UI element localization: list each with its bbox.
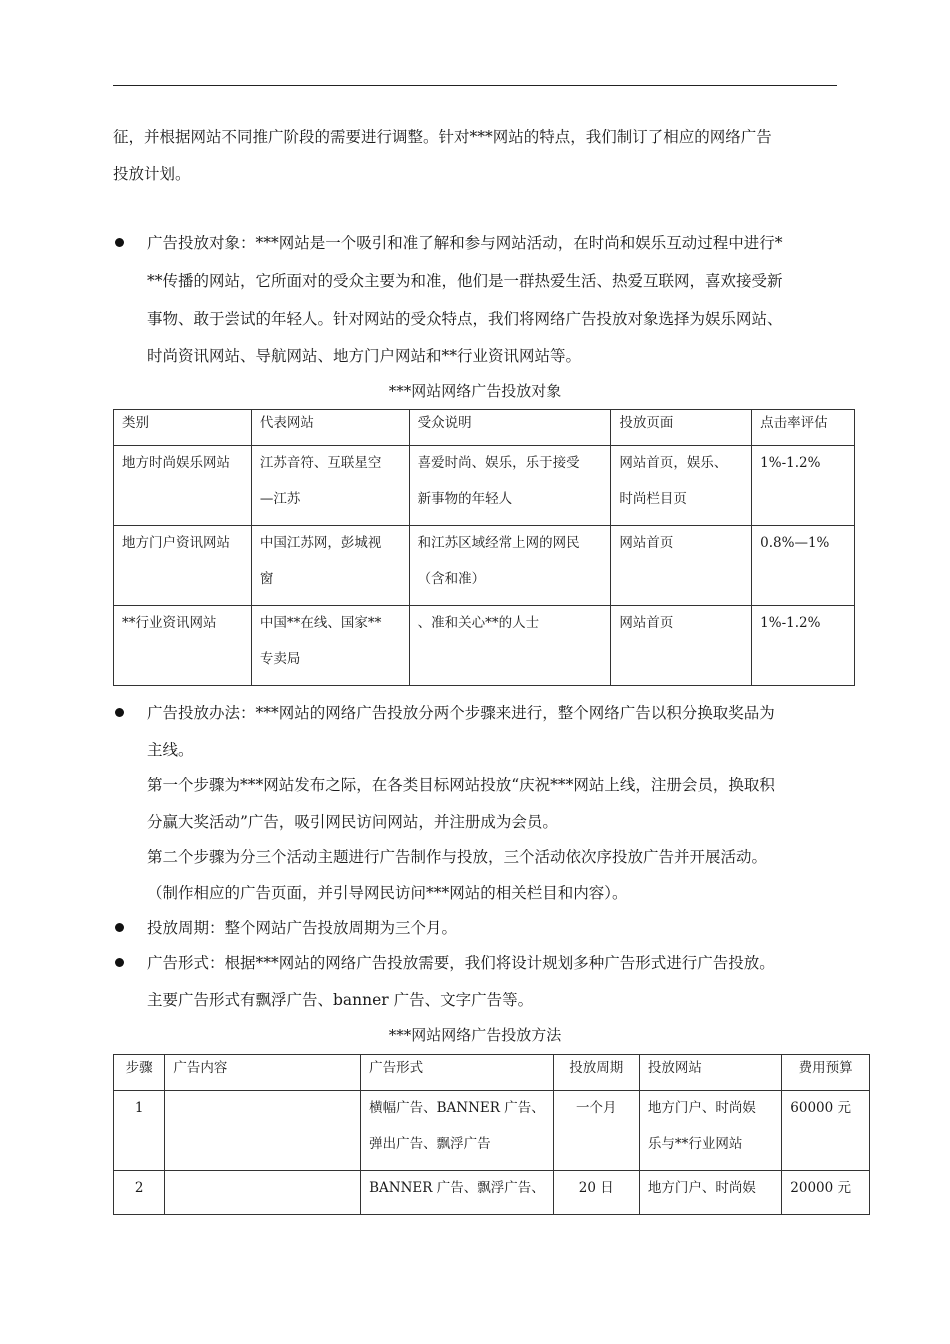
cell-text: 1: [134, 1100, 144, 1116]
table-header-cell: 步骤: [114, 1055, 165, 1091]
form-line-2: 主要广告形式有飘浮广告、banner 广告、文字广告等。: [147, 991, 534, 1009]
cell-text: 新事物的年轻人: [417, 491, 513, 507]
cell-text: 弹出广告、飘浮广告: [369, 1136, 491, 1152]
table1-caption: ***网站网络广告投放对象: [388, 382, 562, 400]
table-header-cell: 投放网站: [639, 1055, 781, 1091]
header-rule: [113, 85, 837, 86]
cell-text: 网站首页: [619, 615, 674, 631]
method-line-5: 第二个步骤为分三个活动主题进行广告制作与投放，三个活动依次序投放广告并开展活动。: [147, 848, 768, 866]
table-row: [114, 526, 855, 606]
cell-text: 地方门户、时尚娱: [647, 1180, 756, 1196]
form-line-1: 广告形式：根据***网站的网络广告投放需要，我们将设计规划多种广告形式进行广告投放。: [147, 954, 775, 972]
table-row: [114, 1171, 870, 1215]
target-line-2: **传播的网站，它所面对的受众主要为和准，他们是一群热爱生活、热爱互联网，喜欢接受新: [147, 272, 783, 290]
table-header-cell: 广告内容: [165, 1055, 361, 1091]
cell-text: 20 日: [578, 1180, 614, 1196]
cell-text: 窗: [259, 571, 274, 587]
target-line-3: 事物、敢于尝试的年轻人。针对网站的受众特点，我们将网络广告投放对象选择为娱乐网站、: [147, 310, 783, 328]
table-header-cell: 受众说明: [409, 410, 611, 446]
table-row: [114, 446, 855, 526]
cell-text: 20000 元: [790, 1180, 852, 1196]
intro-line-2: 投放计划。: [113, 165, 191, 183]
table-header-cell: 费用预算: [782, 1055, 870, 1091]
cell-text: 时尚栏目页: [619, 491, 687, 507]
cell-text: 江苏音符、互联星空: [259, 455, 382, 471]
ad-target-table: [113, 409, 855, 686]
period-line: 投放周期：整个网站广告投放周期为三个月。: [147, 919, 458, 937]
table-header-cell: 点击率评估: [752, 410, 855, 446]
table-row: [114, 606, 855, 686]
cell-text: 2: [134, 1180, 144, 1196]
cell-text: [173, 1098, 352, 1134]
table-row: [114, 1091, 870, 1171]
cell-text: [173, 1178, 352, 1214]
method-line-2: 主线。: [147, 741, 194, 759]
target-line-4: 时尚资讯网站、导航网站、地方门户网站和**行业资讯网站等。: [147, 347, 582, 365]
cell-text: 网站首页，娱乐、: [619, 455, 728, 471]
cell-text: BANNER 广告、飘浮广告、: [369, 1180, 545, 1196]
cell-text: 横幅广告、BANNER 广告、: [369, 1100, 545, 1116]
table-header-cell: 广告形式: [361, 1055, 554, 1091]
method-line-4: 分赢大奖活动”广告，吸引网民访问网站，并注册成为会员。: [147, 813, 558, 831]
table2-caption: ***网站网络广告投放方法: [388, 1026, 562, 1044]
intro-line-1: 征，并根据网站不同推广阶段的需要进行调整。针对***网站的特点，我们制订了相应的网络广告: [113, 128, 772, 146]
cell-text: 60000 元: [790, 1100, 852, 1116]
cell-text: 网站首页: [619, 535, 674, 551]
cell-text: 地方时尚娱乐网站: [122, 455, 230, 471]
cell-text: **行业资讯网站: [122, 615, 217, 631]
cell-text: 中国江苏网，彭城视: [259, 535, 382, 551]
table-header-cell: 类别: [114, 410, 252, 446]
bullet-icon: [115, 923, 124, 932]
bullet-icon: [115, 238, 124, 247]
bullet-icon: [115, 958, 124, 967]
cell-text: —江苏: [259, 491, 301, 507]
cell-text: 、准和关心**的人士: [417, 615, 540, 631]
cell-text: 1%-1.2%: [760, 455, 821, 471]
cell-text: 喜爱时尚、娱乐，乐于接受: [417, 455, 580, 471]
method-line-1: 广告投放办法：***网站的网络广告投放分两个步骤来进行，整个网络广告以积分换取奖品为: [147, 704, 775, 722]
cell-text: 乐与**行业网站: [647, 1136, 743, 1152]
table-header-cell: 投放页面: [611, 410, 752, 446]
bullet-icon: [115, 708, 124, 717]
table-header-row: [114, 410, 855, 446]
cell-text: 地方门户资讯网站: [122, 535, 230, 551]
cell-text: 和江苏区域经常上网的网民: [417, 535, 580, 551]
cell-text: 专卖局: [259, 651, 301, 667]
table-header-cell: 投放周期: [553, 1055, 639, 1091]
cell-text: （含和准）: [417, 571, 486, 587]
method-line-3: 第一个步骤为***网站发布之际，在各类目标网站投放“庆祝***网站上线，注册会员，换取积: [147, 776, 775, 794]
cell-text: 中国**在线、国家**: [259, 615, 382, 631]
ad-method-table: [113, 1054, 870, 1215]
table-header-cell: 代表网站: [251, 410, 409, 446]
cell-text: 一个月: [576, 1100, 617, 1116]
target-line-1: 广告投放对象：***网站是一个吸引和准了解和参与网站活动，在时尚和娱乐互动过程中进行*: [147, 234, 783, 252]
method-line-6: （制作相应的广告页面，并引导网民访问***网站的相关栏目和内容）。: [147, 884, 628, 902]
cell-text: 0.8%—1%: [760, 535, 830, 551]
table-header-row: [114, 1055, 870, 1091]
cell-text: 1%-1.2%: [760, 615, 821, 631]
cell-text: 地方门户、时尚娱: [647, 1100, 756, 1116]
